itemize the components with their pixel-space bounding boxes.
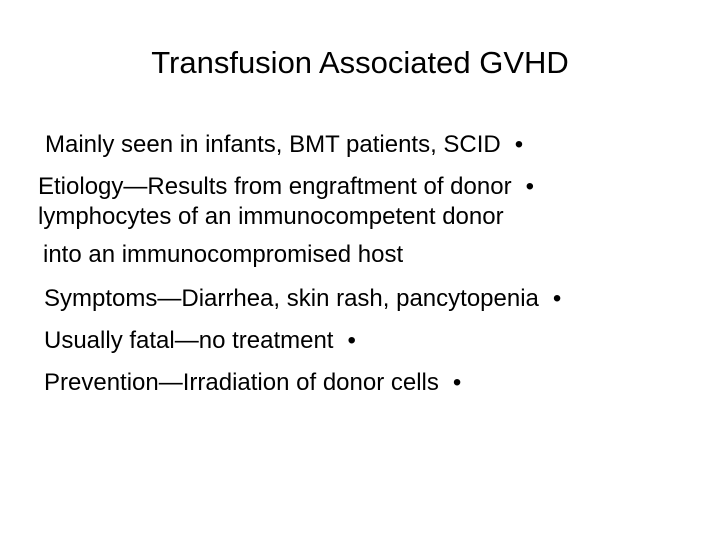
bullet-line — [45, 131, 523, 160]
slide-title: Transfusion Associated GVHD — [151, 45, 569, 80]
bullet-dot-icon: • — [525, 173, 534, 200]
bullet-text: Usually fatal—no treatment — [44, 327, 334, 354]
bullet-dot-icon: • — [452, 369, 462, 396]
bullet-text: Etiology—Results from engraftment of donor — [38, 173, 512, 200]
bullet-text: lymphocytes of an immunocompetent donor — [38, 203, 504, 230]
continuation-line — [38, 203, 504, 232]
bullet-line — [38, 173, 534, 202]
bullet-dot-icon: • — [514, 131, 524, 158]
continuation-line — [43, 241, 403, 270]
bullet-line — [44, 327, 356, 356]
bullet-text: into an immunocompromised host — [43, 241, 404, 268]
bullet-line — [44, 285, 561, 314]
bullet-text: Symptoms—Diarrhea, skin rash, pancytopenia — [44, 285, 539, 312]
bullet-text: Prevention—Irradiation of donor cells — [44, 369, 439, 396]
bullet-dot-icon: • — [552, 285, 562, 312]
bullet-line — [44, 369, 461, 398]
bullet-dot-icon: • — [347, 327, 356, 354]
bullet-text: Mainly seen in infants, BMT patients, SCID — [45, 131, 501, 158]
